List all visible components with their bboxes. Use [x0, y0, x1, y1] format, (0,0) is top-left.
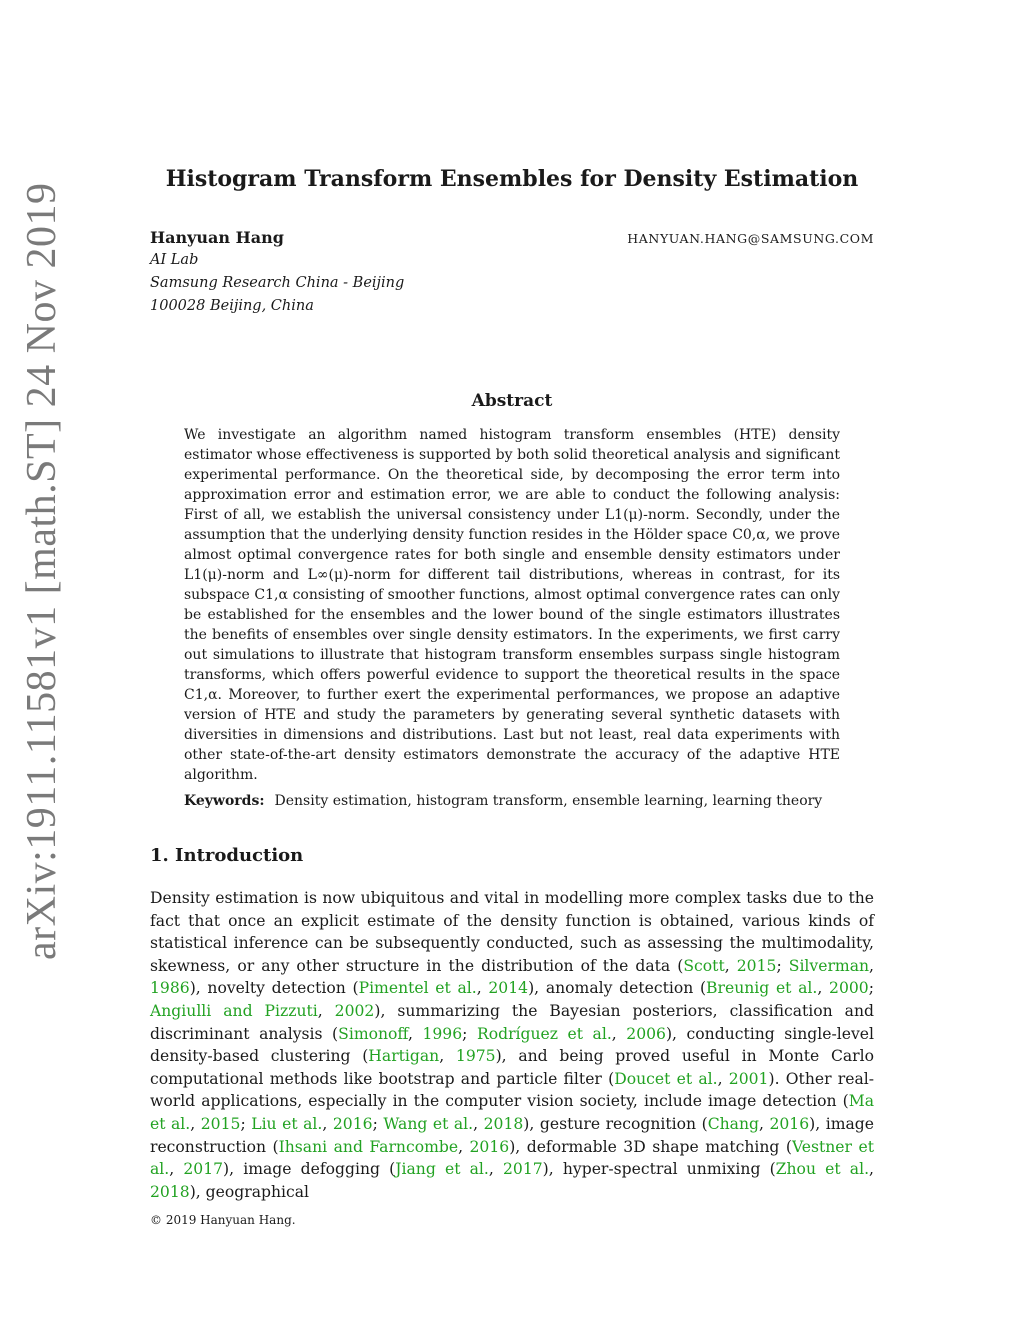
citation-link[interactable]: Wang et al.	[383, 1114, 474, 1133]
paragraph-text: ,	[717, 1069, 729, 1088]
citation-link[interactable]: 2018	[483, 1114, 524, 1133]
citation-link[interactable]: Pimentel et al.	[358, 979, 477, 998]
paragraph-text: ;	[240, 1114, 252, 1133]
paragraph-text: ). Other real-world applications, especially in the computer vision society, include image detection (	[150, 1069, 875, 1111]
affiliation-institution: Samsung Research China - Beijing	[150, 275, 405, 291]
copyright-notice: © 2019 Hanyuan Hang.	[150, 1213, 296, 1227]
citation-link[interactable]: 1986	[150, 979, 190, 998]
citation-link[interactable]: Simonoff	[338, 1024, 408, 1043]
citation-link[interactable]: 2002	[334, 1001, 375, 1020]
paragraph-text: ;	[462, 1024, 477, 1043]
citation-link[interactable]: 2015	[200, 1114, 241, 1133]
citation-link[interactable]: 2016	[769, 1114, 810, 1133]
paper-title: Histogram Transform Ensembles for Density Estimation	[165, 166, 859, 192]
citation-link[interactable]: Liu et al.	[251, 1114, 323, 1133]
paragraph-text: ,	[439, 1047, 456, 1066]
paragraph-text: ), hyper-spectral unmixing (	[542, 1160, 776, 1179]
author-email[interactable]: HANYUAN.HANG@SAMSUNG.COM	[627, 231, 874, 246]
citation-link[interactable]: 2017	[183, 1160, 224, 1179]
paragraph-text: ,	[169, 1160, 184, 1179]
paragraph-text: ), and being proved useful in Monte Carlo computational methods like bootstrap and particle filter (	[150, 1047, 874, 1088]
paragraph-text: ), deformable 3D shape matching (	[509, 1137, 792, 1156]
abstract-heading: Abstract	[471, 391, 553, 411]
keywords	[184, 791, 840, 811]
introduction-paragraph	[150, 887, 874, 1203]
citation-link[interactable]: 1996	[422, 1024, 463, 1043]
citation-link[interactable]: 2000	[829, 979, 869, 998]
paragraph-text: ,	[322, 1114, 333, 1133]
citation-link[interactable]: 2006	[626, 1024, 666, 1043]
paragraph-text: ,	[611, 1024, 627, 1043]
paragraph-text: ), gesture recognition (	[523, 1114, 708, 1133]
paragraph-text: ,	[317, 1001, 335, 1020]
paragraph-text: ,	[407, 1024, 423, 1043]
paragraph-text: ;	[868, 979, 874, 998]
citation-link[interactable]: 2016	[469, 1137, 510, 1156]
paragraph-text: ,	[817, 979, 830, 998]
affiliation-lab: AI Lab	[150, 252, 199, 268]
affiliation-address: 100028 Beijing, China	[150, 298, 314, 314]
citation-link[interactable]: 2014	[488, 979, 529, 998]
paragraph-text: ,	[869, 956, 875, 975]
citation-link[interactable]: 2017	[502, 1160, 543, 1179]
citation-link[interactable]: Chang	[707, 1114, 759, 1133]
paragraph-text: ), conducting single-level density-based clustering (	[150, 1024, 875, 1066]
section-heading-introduction: 1. Introduction	[150, 845, 304, 866]
paragraph-text: ), summarizing the Bayesian posteriors, classification and discriminant analysis (	[150, 1001, 874, 1043]
citation-link[interactable]: Jiang et al.	[395, 1160, 489, 1179]
paragraph-text: Density estimation is now ubiquitous and vital in modelling more complex tasks due to the fact that once an explicit estimate of the density function is obtained, various kinds of statistical inference can be subsequently conducted, such as assessing the multimodality, skewness, or any other structure in the distribution of the data (	[150, 889, 874, 975]
citation-link[interactable]: Silverman	[788, 956, 870, 975]
paragraph-text: ), novelty detection (	[189, 979, 359, 998]
paragraph-text: ,	[190, 1114, 201, 1133]
citation-link[interactable]: 2015	[736, 956, 777, 975]
abstract-text: We investigate an algorithm named histogram transform ensembles (HTE) density estimator whose effectiveness is supported by both solid theoretical analysis and significant experimental performance. On the theoretical side, by decomposing the error term into approximation error and estimation error, we are able to conduct the following analysis: First of all, we establish the universal consistency under L1(μ)-norm. Secondly, under the assumption that the underlying density function resides in the Hölder space C0,α, we prove almost optimal convergence rates for both single and ensemble density estimators under L1(μ)-norm and L∞(μ)-norm for different tail distributions, whereas in contrast, for its subspace C1,α consisting of smoother functions, almost optimal convergence rates can only be established for the ensembles and the lower bound of the single estimators illustrates the benefits of ensembles over single density estimators. In the experiments, we first carry out simulations to illustrate that histogram transform ensembles surpass single histogram transforms, which offers powerful evidence to support the theoretical results in the space C1,α. Moreover, to further exert the experimental performances, we propose an adaptive version of HTE and study the parameters by generating several synthetic datasets with diversities in dimensions and distributions. Last but not least, real data experiments with other state-of-the-art density estimators demonstrate the accuracy of the adaptive HTE algorithm.	[184, 427, 840, 783]
paragraph-text: ,	[473, 1114, 484, 1133]
keywords-label: Keywords:	[184, 793, 265, 809]
keywords-list: Density estimation, histogram transform, ensemble learning, learning theory	[274, 793, 823, 809]
paragraph-text: ,	[476, 979, 489, 998]
paragraph-text: ;	[372, 1114, 384, 1133]
citation-link[interactable]: 2001	[728, 1069, 769, 1088]
citation-link[interactable]: Doucet et al.	[614, 1069, 718, 1088]
paragraph-text: ), image defogging (	[223, 1160, 396, 1179]
author-name: Hanyuan Hang	[150, 228, 284, 247]
paragraph-text: ,	[488, 1160, 503, 1179]
citation-link[interactable]: Vestner et al.	[150, 1137, 874, 1179]
citation-link[interactable]: Angiulli and Pizzuti	[150, 1001, 318, 1020]
citation-link[interactable]: Ihsani and Farncombe	[278, 1137, 459, 1156]
citation-link[interactable]: 2016	[332, 1114, 373, 1133]
citation-link[interactable]: Breunig et al.	[706, 979, 818, 998]
paragraph-text: ), anomaly detection (	[528, 979, 707, 998]
citation-link[interactable]: Scott	[683, 956, 725, 975]
citation-link[interactable]: Hartigan	[368, 1047, 440, 1066]
paragraph-text: ,	[724, 956, 737, 975]
paragraph-text: ), image reconstruction (	[150, 1114, 874, 1156]
paragraph-text: ;	[776, 956, 789, 975]
citation-link[interactable]: 2018	[150, 1182, 190, 1201]
paragraph-text: ,	[758, 1114, 770, 1133]
citation-link[interactable]: 1975	[455, 1047, 496, 1066]
citation-link[interactable]: Ma et al.	[150, 1092, 874, 1133]
paragraph-text: ,	[458, 1137, 470, 1156]
citation-link[interactable]: Zhou et al.	[775, 1160, 870, 1179]
paragraph-text: ), geographical	[189, 1182, 310, 1201]
arxiv-identifier: arXiv:1911.11581v1 [math.ST] 24 Nov 2019	[19, 182, 65, 960]
paragraph-text: ,	[869, 1160, 874, 1179]
citation-link[interactable]: Rodríguez et al.	[476, 1024, 612, 1043]
